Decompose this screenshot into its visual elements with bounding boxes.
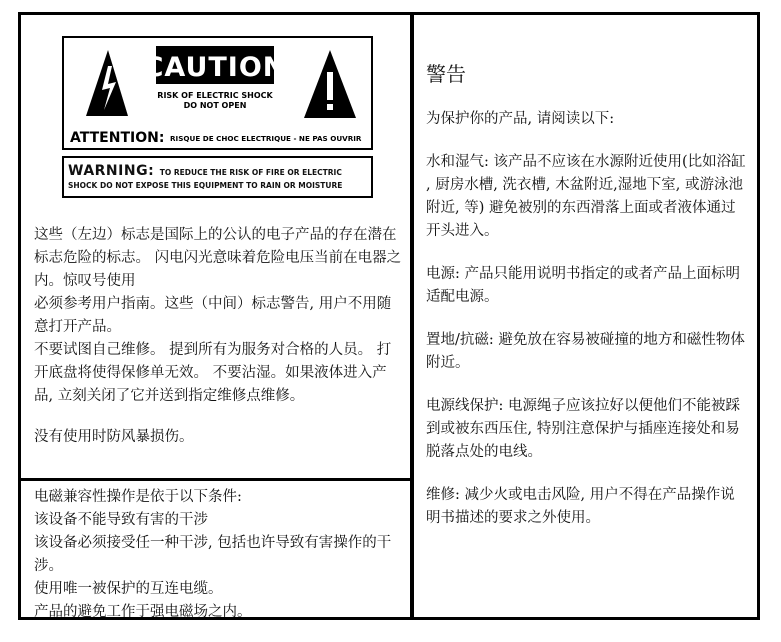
risk-line-2: DO NOT OPEN — [183, 101, 247, 110]
risk-line-1: RISK OF ELECTRIC SHOCK — [157, 91, 273, 100]
warning-box — [62, 156, 373, 198]
right-para-6: 维修: 减少火或电击风险, 用户不得在产品操作说明书描述的要求之外使用。 — [426, 487, 735, 526]
emc-line-4: 使用唯一被保护的互连电缆。 — [34, 581, 223, 597]
warnings-column — [426, 60, 746, 550]
warning-line-1: TO REDUCE THE RISK OF FIRE OR ELECTRIC — [159, 168, 342, 177]
left-para-3: 不要试图自己维修。 提到所有为服务对合格的人员。 打开底盘将使得保修单无效。 不要沾湿。如果液体进入产品, 立刻关闭了它并送到指定维修点维修。 — [34, 342, 392, 404]
emc-line-5: 产品的避免工作于强电磁场之内。 — [34, 604, 252, 620]
right-para-3: 电源: 产品只能用说明书指定的或者产品上面标明适配电源。 — [426, 266, 740, 305]
caution-text: CAUTION — [143, 52, 287, 83]
warning-line-2: SHOCK DO NOT EXPOSE THIS EQUIPMENT TO RAIN OR MOISTURE — [68, 181, 343, 190]
left-para-2: 必须参考用户指南。这些（中间）标志警告, 用户不用随意打开产品。 — [34, 296, 392, 335]
warnings-title: 警告 — [426, 62, 466, 86]
warning-label: WARNING: — [68, 163, 155, 179]
emc-line-1: 电磁兼容性操作是依于以下条件: — [34, 489, 242, 505]
right-para-1: 为保护你的产品, 请阅读以下: — [426, 111, 615, 127]
left-para-1: 这些（左边）标志是国际上的公认的电子产品的存在潜在标志危险的标志。 闪电闪光意味着危险电压当前在电器之内。惊叹号使用 — [34, 227, 402, 289]
emc-line-3: 该设备必须接受任一种干涉, 包括也许导致有害操作的干涉。 — [34, 535, 392, 574]
right-para-5: 电源线保护: 电源绳子应该拉好以便他们不能被踩到或被东西压住, 特别注意保护与插座连接处和易脱落点处的电线。 — [426, 398, 740, 460]
right-para-4: 置地/抗磁: 避免放在容易被碰撞的地方和磁性物体附近。 — [426, 332, 745, 371]
caution-logo — [62, 36, 373, 150]
column-divider — [410, 12, 414, 620]
left-para-4: 没有使用时防风暴损伤。 — [34, 429, 194, 445]
attention-label: ATTENTION: — [70, 130, 165, 146]
symbol-explanation — [34, 224, 404, 449]
emc-line-2: 该设备不能导致有害的干涉 — [34, 512, 208, 528]
right-para-2: 水和湿气: 该产品不应该在水源附近使用(比如浴缸 , 厨房水槽, 洗衣槽, 木盆附近,湿地下室, 或游泳池附近, 等) 避免被别的东西滑落上面或者液体通过开头进入。 — [426, 154, 746, 239]
section-divider — [18, 478, 412, 481]
attention-text: RISQUE DE CHOC ELECTRIQUE - NE PAS OUVRIR — [170, 134, 362, 143]
emc-section — [34, 486, 404, 624]
